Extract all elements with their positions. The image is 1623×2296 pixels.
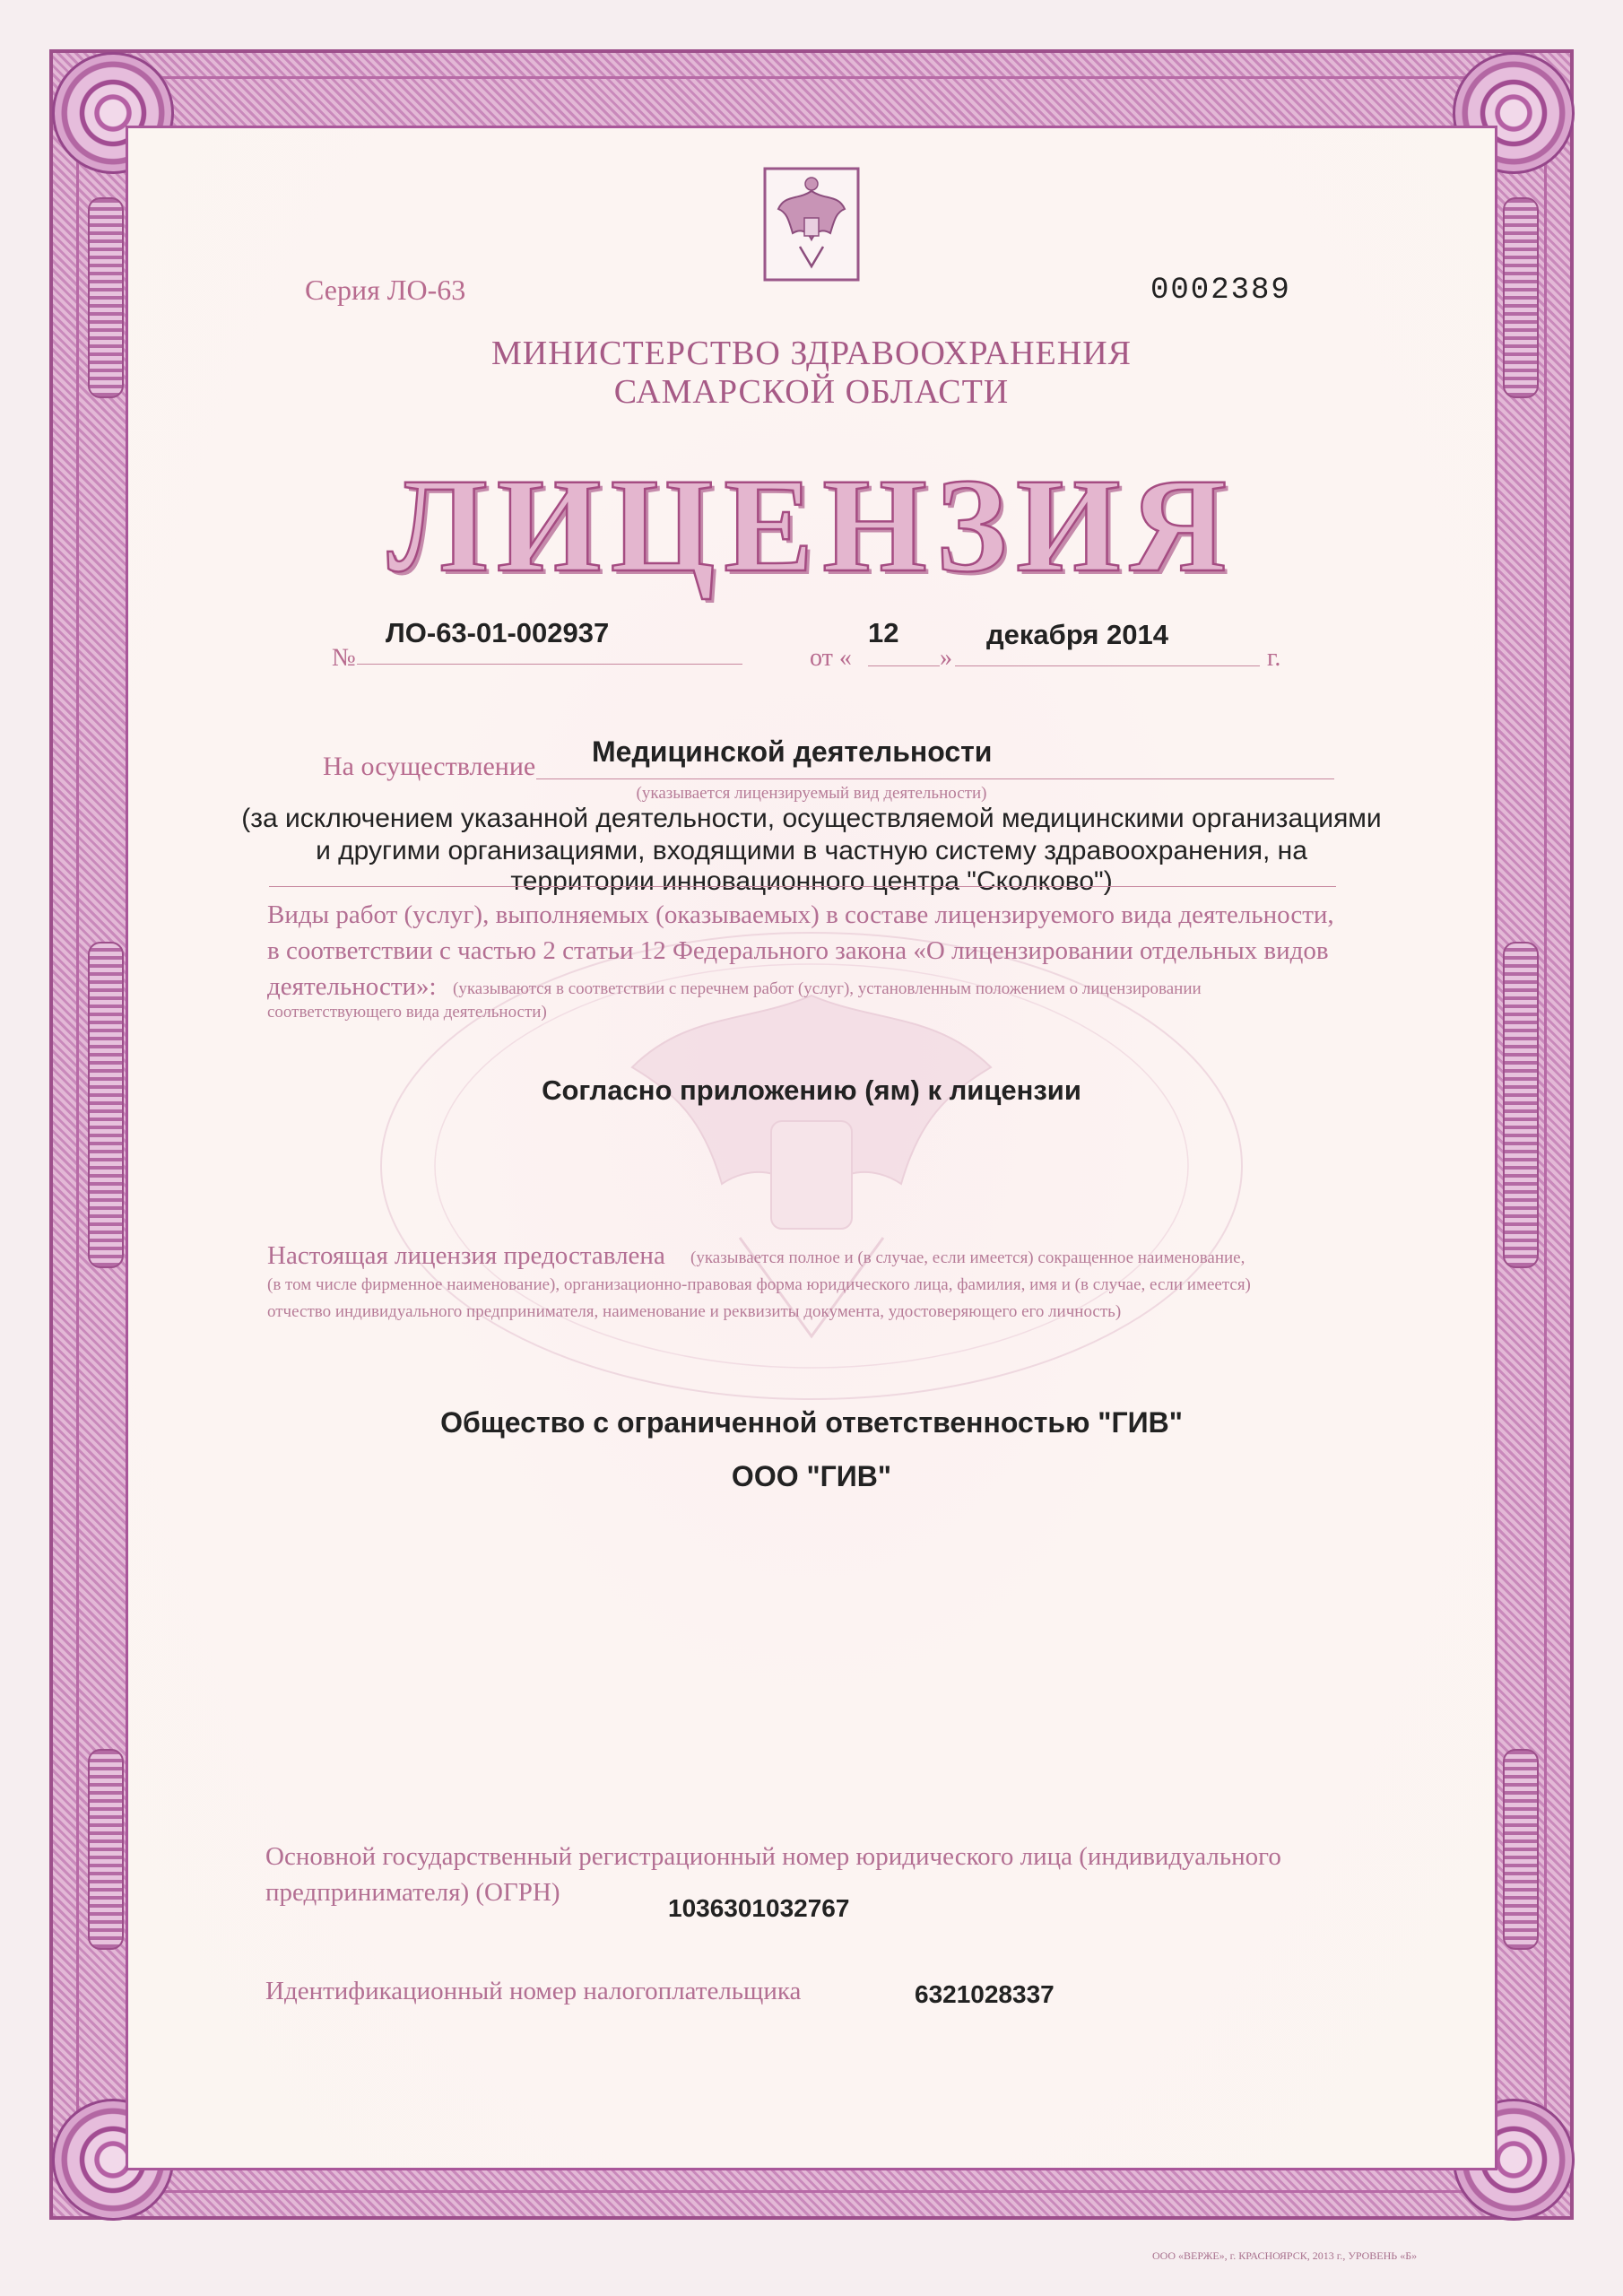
grantee-note-2: (в том числе фирменное наименование), организационно-правовая форма юридического лица, фамилия, имя и (в случае, если имеется) <box>267 1275 1251 1294</box>
license-number: ЛО-63-01-002937 <box>386 617 610 648</box>
date-close-quote: » <box>940 644 952 672</box>
year-suffix: г. <box>1267 644 1281 672</box>
license-month-year: декабря 2014 <box>986 619 1169 650</box>
ministry-line-1: МИНИСТЕРСТВО ЗДРАВООХРАНЕНИЯ <box>491 335 1132 372</box>
grantee-note-3: отчество индивидуального предпринимателя, наименование и реквизиты документа, удостоверяющего его личность) <box>267 1302 1122 1321</box>
month-underline <box>955 665 1260 666</box>
works-note-line-1: (указываются в соответствии с перечнем работ (услуг), установленным положением о лицензировании <box>453 979 1202 998</box>
activity-label: На осуществление <box>323 752 536 781</box>
works-text-line-2: в соответствии с частью 2 статьи 12 Федерального закона «О лицензировании отдельных видов <box>267 936 1329 965</box>
blank-number: 0002389 <box>1150 274 1291 308</box>
activity-detail-line-1: (за исключением указанной деятельности, осуществляемой медицинскими организациями <box>241 804 1382 833</box>
activity-value: Медицинской деятельности <box>592 735 993 768</box>
license-day: 12 <box>868 617 899 648</box>
number-underline <box>357 664 742 665</box>
ministry-line-2: САМАРСКОЙ ОБЛАСТИ <box>613 373 1010 411</box>
document-title: ЛИЦЕНЗИЯ <box>386 451 1236 600</box>
activity-detail-underline <box>269 886 1336 887</box>
grantee-note-1: (указывается полное и (в случае, если имеется) сокращенное наименование, <box>690 1248 1245 1267</box>
activity-detail-line-2: и другими организациями, входящими в частную систему здравоохранения, на <box>316 836 1307 865</box>
coat-of-arms-icon <box>762 166 861 283</box>
works-value: Согласно приложению (ям) к лицензии <box>542 1074 1081 1106</box>
ogrn-value: 1036301032767 <box>668 1894 850 1922</box>
inn-value: 6321028337 <box>915 1980 1055 2008</box>
grantee-short-name: ООО "ГИВ" <box>731 1460 892 1492</box>
side-ornament-right-bottom <box>1503 1749 1539 1950</box>
number-label: № <box>332 644 356 672</box>
activity-hint: (указывается лицензируемый вид деятельности) <box>636 784 987 803</box>
grantee-full-name: Общество с ограниченной ответственностью "ГИВ" <box>440 1406 1183 1439</box>
works-text-line-1: Виды работ (услуг), выполняемых (оказываемых) в составе лицензируемого вида деятельности, <box>267 900 1334 929</box>
series-label: Серия ЛО-63 <box>305 274 466 306</box>
inn-label: Идентификационный номер налогоплательщика <box>265 1977 802 2005</box>
ogrn-label-line-2: предпринимателя) (ОГРН) <box>265 1878 560 1907</box>
activity-underline <box>536 778 1334 779</box>
grantee-label: Настоящая лицензия предоставлена <box>267 1241 665 1270</box>
ogrn-label-line-1: Основной государственный регистрационный номер юридического лица (индивидуального <box>265 1842 1281 1871</box>
activity-detail-line-3: территории инновационного центра "Сколково") <box>510 866 1113 896</box>
day-underline <box>868 665 940 666</box>
works-note-line-2: соответствующего вида деятельности) <box>267 1003 547 1022</box>
date-from-label: от « <box>810 644 852 672</box>
works-text-line-3: деятельности»: <box>267 972 437 1001</box>
printer-imprint: ООО «ВЕРЖЕ», г. КРАСНОЯРСК, 2013 г., УРОВЕНЬ «Б» <box>1152 2249 1418 2262</box>
side-ornament-left-bottom <box>88 1749 124 1950</box>
